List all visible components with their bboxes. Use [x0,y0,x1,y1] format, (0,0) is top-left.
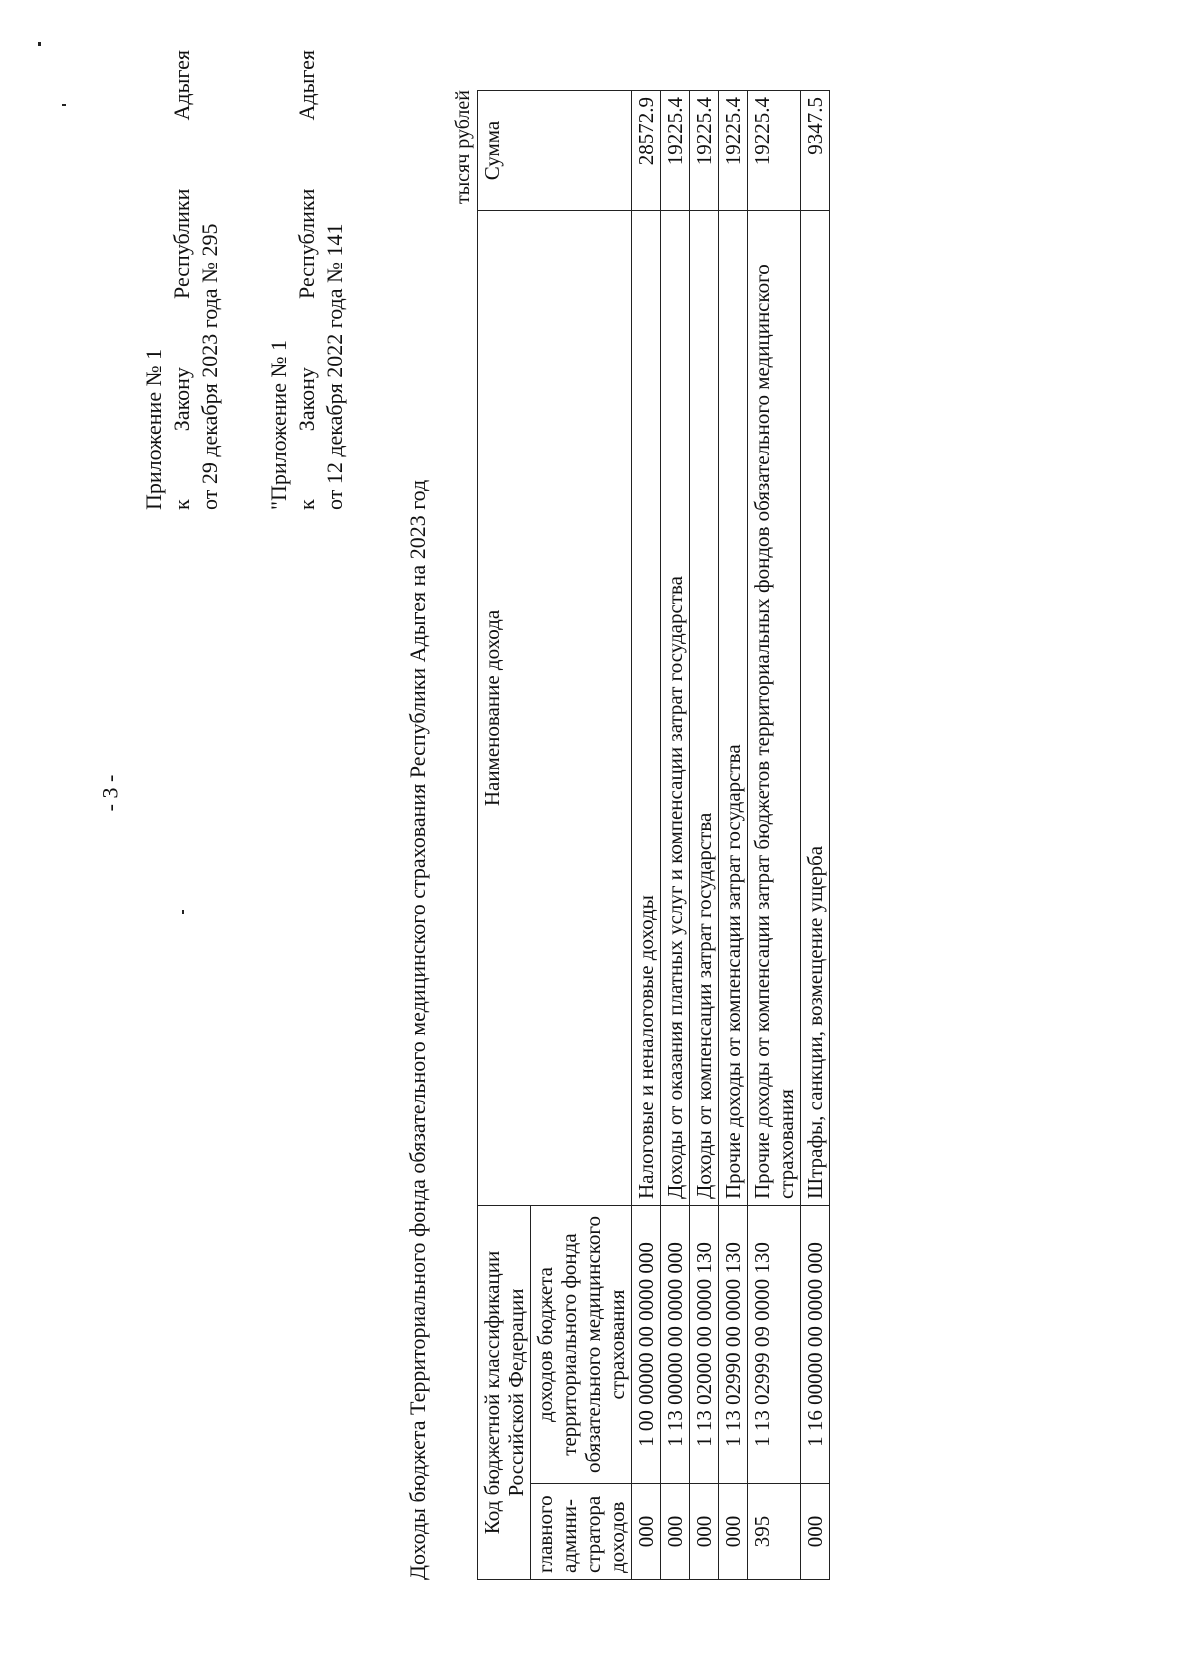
appendix-new-date: от 29 декабря 2023 года № 295 [197,223,222,510]
appendix-new-law-line: к Закону Республики Адыгея [169,50,194,510]
admin-code-cell: 000 [719,1484,748,1580]
sum-cell: 19225.4 [690,91,719,211]
appendix-old-date: от 12 декабря 2022 года № 141 [322,223,347,510]
table-row [661,91,690,1580]
sum-cell: 9347.5 [801,91,830,211]
budget-code-cell: 1 16 00000 00 0000 000 [801,1206,830,1484]
income-name-cell: Доходы от оказания платных услуг и компенсации затрат государства [661,211,690,1206]
rotated-page-content [140,50,1100,1590]
admin-code-cell: 000 [690,1484,719,1580]
appendix-old-law-line: к Закону Республики Адыгея [294,50,319,510]
sum-cell: 19225.4 [748,91,801,211]
table-row [690,91,719,1580]
budget-code-cell: 1 13 00000 00 0000 000 [661,1206,690,1484]
admin-code-cell: 000 [661,1484,690,1580]
income-name-cell: Прочие доходы от компенсации затрат государства [719,211,748,1206]
appendix-old-title: "Приложение № 1 [266,339,291,510]
sum-cell: 19225.4 [719,91,748,211]
table-row [801,91,830,1580]
income-name-cell: Штрафы, санкции, возмещение ущерба [801,211,830,1206]
appendix-new-title: Приложение № 1 [141,348,166,510]
units-label: тысяч рублей [452,90,474,205]
budget-code-cell: 1 13 02990 00 0000 130 [719,1206,748,1484]
header-income-code: доходов бюджета территориального фонда обязательного медицинского страхования [531,1206,632,1484]
header-budget-code: Код бюджетной классификации Российской Федерации [478,1206,531,1580]
header-income-name: Наименование дохода [478,211,632,1206]
appendix-new-block [140,50,224,510]
income-name-cell: Налоговые и неналоговые доходы [632,211,661,1206]
table-row [632,91,661,1580]
table-row [748,91,801,1580]
table-row [719,91,748,1580]
document-title: Доходы бюджета Территориального фонда обязательного медицинского страхования Республики Адыгея на 2023 год [405,479,430,1580]
admin-code-cell: 000 [632,1484,661,1580]
header-sum: Сумма [478,91,632,211]
income-name-cell: Доходы от компенсации затрат государства [690,211,719,1206]
header-admin-code: главного админи-стратора доходов [531,1484,632,1580]
income-table [477,90,830,1580]
appendix-old-block [265,50,349,510]
budget-code-cell: 1 13 02999 09 0000 130 [748,1206,801,1484]
page-number: - 3 - [97,774,123,812]
budget-code-cell: 1 00 00000 00 0000 000 [632,1206,661,1484]
income-name-cell: Прочие доходы от компенсации затрат бюджетов территориальных фондов обязательного медицинского страхования [748,211,801,1206]
sum-cell: 28572.9 [632,91,661,211]
scan-speck [62,104,66,106]
sum-cell: 19225.4 [661,91,690,211]
scan-speck [38,42,41,46]
admin-code-cell: 000 [801,1484,830,1580]
budget-code-cell: 1 13 02000 00 0000 130 [690,1206,719,1484]
admin-code-cell: 395 [748,1484,801,1580]
table-header-row [478,91,531,1580]
